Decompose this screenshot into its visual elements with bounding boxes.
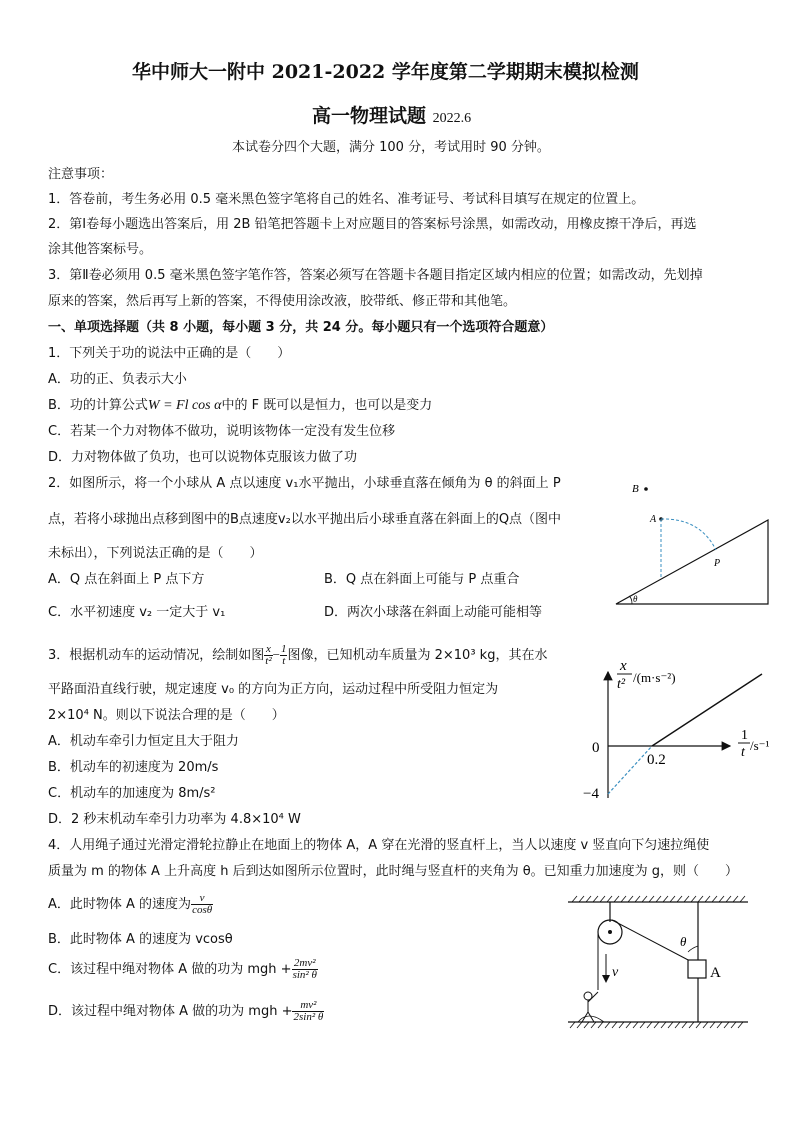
hatch-line — [607, 896, 612, 902]
fraction-numerator: v — [191, 893, 213, 905]
y-label-denominator: t² — [617, 677, 626, 692]
q3-line-1-post: 图像，已知机动车质量为 2×10³ kg，其在水 — [287, 648, 548, 663]
hatch-line — [654, 1022, 659, 1028]
q1-option-b-post: 中的 F 既可以是恒力，也可以是变力 — [221, 398, 433, 413]
q1-formula: W = Fl cos α — [147, 398, 222, 413]
q2-label-b: B — [632, 483, 639, 495]
hatch-line — [684, 896, 689, 902]
q4-option-a — [48, 893, 213, 916]
q1-stem: 1．下列关于功的说法中正确的是（ ） — [48, 346, 291, 361]
hatch-line — [612, 1022, 617, 1028]
ceiling-hatching — [572, 896, 745, 902]
hatch-line — [705, 896, 710, 902]
hatch-line — [586, 896, 591, 902]
q4-line-1: 4．人用绳子通过光滑定滑轮拉静止在地面上的物体 A，A 穿在光滑的竖直杆上，当人以速度 v 竖直向下匀速拉绳使 — [48, 838, 710, 853]
hatch-line — [621, 896, 626, 902]
hatch-line — [605, 1022, 610, 1028]
notice-item-3b: 原来的答案，然后再写上新的答案，不得使用涂改液，胶带纸、修正带和其他笔。 — [48, 294, 517, 309]
q4-option-d-pre: D．该过程中绳对物体 A 做的功为 mgh + — [48, 1004, 293, 1019]
q4-option-b: B．此时物体 A 的速度为 vcosθ — [48, 932, 233, 947]
exam-info: 本试卷分四个大题，满分 100 分，考试用时 90 分钟。 — [232, 140, 550, 155]
q2-line-3: 未标出），下列说法正确的是（ ） — [48, 546, 263, 561]
q3-option-c: C．机动车的加速度为 8m/s² — [48, 786, 216, 801]
q3-line-3: 2×10⁴ N。则以下说法合理的是（ ） — [48, 708, 285, 723]
q2-label-theta: θ — [633, 594, 638, 604]
hatch-line — [733, 896, 738, 902]
fraction-denominator: cosθ — [192, 904, 213, 916]
hatch-line — [614, 896, 619, 902]
fraction-numerator: 1 — [280, 643, 287, 655]
exam-title: 华中师大一附中 2021-2022 学年度第二学期期末模拟检测 — [132, 61, 639, 83]
notice-heading: 注意事项： — [48, 167, 114, 182]
hatch-line — [677, 896, 682, 902]
hatch-line — [591, 1022, 596, 1028]
q2-option-c: C．水平初速度 v₂ 一定大于 v₁ — [48, 605, 226, 620]
hatch-line — [584, 1022, 589, 1028]
hatch-line — [712, 896, 717, 902]
hatch-line — [626, 1022, 631, 1028]
hatch-line — [726, 896, 731, 902]
q1-option-b — [48, 394, 432, 414]
x-label-unit: /s⁻¹ — [750, 738, 770, 753]
series-line-extrapolated — [608, 746, 652, 794]
hatch-line — [689, 1022, 694, 1028]
q4-line-2: 质量为 m 的物体 A 上升高度 h 后到达如图所示位置时，此时绳与竖直杆的夹角为 θ。已知重力加速度为 g，则（ ） — [48, 864, 739, 879]
q2-label-a: A — [650, 514, 657, 525]
hatch-line — [668, 1022, 673, 1028]
hatch-line — [640, 1022, 645, 1028]
fraction-denominator: t² — [265, 655, 272, 667]
block-a — [688, 960, 706, 978]
q3-line-1-pre: 3．根据机动车的运动情况，绘制如图 — [48, 648, 265, 663]
q3-option-a: A．机动车牵引力恒定且大于阻力 — [48, 734, 239, 749]
notice-item-1: 1．答卷前，考生务必用 0.5 毫米黑色签字笔将自己的姓名、准考证号、考试科目填写在规定的位置上。 — [48, 192, 645, 207]
hatch-line — [593, 896, 598, 902]
notice-item-2b: 涂其他答案标号。 — [48, 242, 153, 257]
origin-label: 0 — [592, 740, 600, 756]
hatch-line — [656, 896, 661, 902]
hatch-line — [703, 1022, 708, 1028]
fraction-numerator: x — [266, 643, 271, 655]
q4-option-c — [48, 958, 318, 981]
q2-option-b: B．Q 点在斜面上可能与 P 点重合 — [324, 572, 520, 587]
q3-option-d: D．2 秒末机动车牵引力功率为 4.8×10⁴ W — [48, 812, 301, 827]
hatch-line — [628, 896, 633, 902]
hatch-line — [663, 896, 668, 902]
hatch-line — [717, 1022, 722, 1028]
q1-option-a: A．功的正、负表示大小 — [48, 372, 187, 387]
y-axis-label — [617, 658, 676, 692]
x-label-denominator: t — [741, 745, 745, 760]
block-a-label: A — [710, 965, 721, 981]
q3-line-1 — [48, 644, 547, 667]
hatch-line — [649, 896, 654, 902]
q4-option-a-pre: A．此时物体 A 的速度为 — [48, 897, 192, 912]
hatch-line — [682, 1022, 687, 1028]
fraction-denominator: t — [282, 655, 286, 667]
hatch-line — [691, 896, 696, 902]
q2-label-p: P — [714, 558, 721, 569]
hatch-line — [633, 1022, 638, 1028]
q4-option-c-pre: C．该过程中绳对物体 A 做的功为 mgh + — [48, 962, 292, 977]
series-layer — [608, 674, 762, 794]
fraction-numerator: 2mv² — [292, 958, 318, 970]
hatch-line — [731, 1022, 736, 1028]
point-b — [644, 487, 648, 491]
hatch-line — [600, 896, 605, 902]
hatch-line — [724, 1022, 729, 1028]
hatch-line — [647, 1022, 652, 1028]
hatch-line — [598, 1022, 603, 1028]
q2-option-d: D．两次小球落在斜面上动能可能相等 — [324, 605, 543, 620]
q1-option-c: C．若某一个力对物体不做功，说明该物体一定没有发生位移 — [48, 424, 396, 439]
q4-option-d — [48, 1000, 324, 1023]
q3-option-b: B．机动车的初速度为 20m/s — [48, 760, 219, 775]
hatch-line — [675, 1022, 680, 1028]
subject-title: 高一物理试题 — [312, 105, 427, 127]
x-label-numerator: 1 — [741, 728, 748, 743]
fraction-denominator: 2sin² θ — [293, 1011, 324, 1023]
q2-option-a: A．Q 点在斜面上 P 点下方 — [48, 572, 205, 587]
q4-d-fraction — [292, 1000, 324, 1023]
hatch-line — [738, 1022, 743, 1028]
q1-option-d: D．力对物体做了负功，也可以说物体克服该力做了功 — [48, 450, 358, 465]
hatch-line — [710, 1022, 715, 1028]
ground-hatching — [570, 1022, 743, 1028]
hatch-line — [719, 896, 724, 902]
exam-subtitle — [312, 101, 471, 128]
section-heading: 一、单项选择题（共 8 小题，每小题 3 分，共 24 分。每小题只有一个选项符合题意） — [48, 320, 554, 335]
q1-option-b-pre: B．功的计算公式 — [48, 398, 148, 413]
hatch-line — [661, 1022, 666, 1028]
incline — [616, 520, 768, 604]
fraction-numerator: mv² — [292, 1000, 324, 1012]
q2-line-2: 点，若将小球抛出点移到图中的B点速度v₂以水平抛出后小球垂直落在斜面上的Q点（图中 — [48, 512, 562, 527]
theta-arc — [688, 946, 698, 952]
minus-sign: − — [272, 647, 280, 662]
hatch-line — [740, 896, 745, 902]
hatch-line — [642, 896, 647, 902]
q3-graph — [580, 652, 780, 812]
q3-line-2: 平路面沿直线行驶，规定速度 v₀ 的方向为正方向，运动过程中所受阻力恒定为 — [48, 682, 499, 697]
hatch-line — [696, 1022, 701, 1028]
theta-label: θ — [680, 934, 687, 949]
x-axis-label — [738, 728, 770, 760]
hatch-line — [579, 896, 584, 902]
y-label-numerator: x — [620, 658, 627, 674]
notice-item-2a: 2．第Ⅰ卷每小题选出答案后，用 2B 铅笔把答题卡上对应题目的答案标号涂黑，如需改动，用橡皮擦干净后，再选 — [48, 217, 697, 232]
q4-c-fraction — [292, 958, 318, 981]
fraction-x-t2 — [264, 644, 272, 667]
hatch-line — [577, 1022, 582, 1028]
trajectory-arc — [661, 519, 716, 550]
notice-item-3a: 3．第Ⅱ卷必须用 0.5 毫米黑色签字笔作答，答案必须写在答题卡各题目指定区域内相应的位置；如需改动，先划掉 — [48, 268, 703, 283]
hatch-line — [698, 896, 703, 902]
fraction-denominator: sin² θ — [292, 969, 317, 981]
hatch-line — [619, 1022, 624, 1028]
exam-date: 2022.6 — [432, 111, 472, 126]
q2-line-1: 2．如图所示，将一个小球从 A 点以速度 v₁水平抛出，小球垂直落在倾角为 θ 的斜面上 P — [48, 476, 561, 491]
hatch-line — [570, 1022, 575, 1028]
hatch-line — [670, 896, 675, 902]
q4-pulley-figure — [560, 894, 760, 1044]
hatch-line — [572, 896, 577, 902]
x-tick-label: 0.2 — [647, 752, 666, 768]
velocity-label: v — [612, 965, 619, 980]
q2-incline-figure — [610, 476, 780, 612]
y-label-unit: /(m·s⁻²) — [633, 670, 676, 685]
pulley-axle — [608, 930, 612, 934]
y-tick-label: −4 — [583, 786, 599, 802]
q4-a-fraction — [191, 893, 213, 916]
hatch-line — [635, 896, 640, 902]
